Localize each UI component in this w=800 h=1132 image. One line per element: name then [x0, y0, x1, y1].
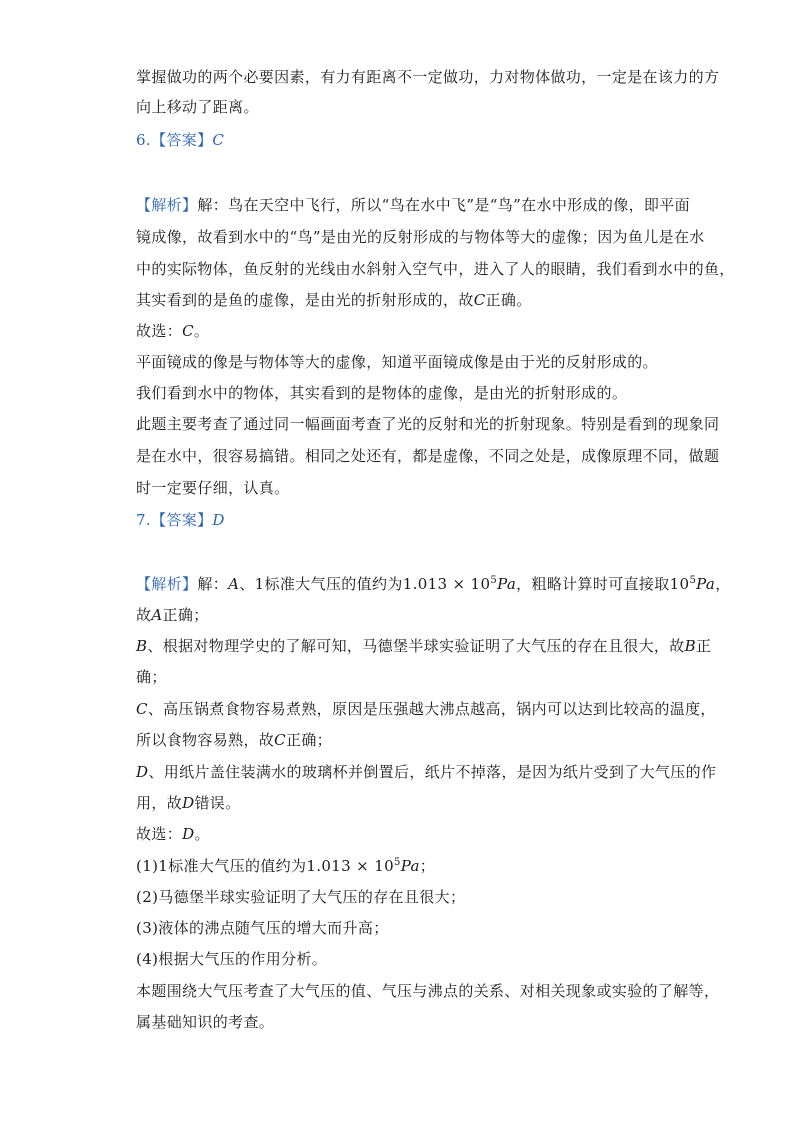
text-line: 是在水中，很容易搞错。相同之处还有，都是虚像，不同之处是，成像原理不同，做题	[136, 447, 720, 465]
text-line: 本题围绕大气压考查了大气压的值、气压与沸点的关系、对相关现象或实验的了解等，	[136, 982, 720, 1000]
pressure-value: $1.013 \times 10^5Pa$	[402, 575, 517, 593]
analysis-tag: 【解析】	[136, 575, 198, 593]
q6-analysis-line	[136, 289, 676, 311]
punctuation: 。	[194, 825, 210, 843]
q7-answer	[136, 509, 676, 531]
q7-analysis-line	[136, 729, 676, 751]
text-line: 平面镜成的像是与物体等大的虚像，知道平面镜成像是由于光的反射形成的。	[136, 353, 658, 371]
choice-label: 故选：	[136, 825, 183, 843]
text-line: 向上移动了距离。	[136, 98, 259, 116]
analysis-text: 其实看到的是鱼的虚像，是由光的折射形成的，故	[136, 291, 474, 309]
option-letter: A	[228, 575, 240, 593]
q7-number: 7.	[136, 511, 152, 529]
option-letter: D	[136, 763, 149, 781]
analysis-text: 所以食物容易熟，故	[136, 731, 275, 749]
q6-number: 6.	[136, 131, 152, 149]
summary-text: (1)1标准大气压的值约为	[136, 857, 307, 875]
choice-letter: C	[182, 322, 194, 340]
option-letter: C	[136, 700, 148, 718]
choice-letter: D	[182, 825, 195, 843]
q7-analysis-line	[136, 573, 731, 595]
analysis-text: ，粗略计算时可直接取	[516, 575, 670, 593]
text-line: 镜成像，故看到水中的“鸟”是由光的反射形成的与物体等大的虚像；因为鱼儿是在水	[136, 228, 705, 246]
analysis-text: 解：鸟在天空中飞行，所以“鸟在水中飞”是“鸟”在水中形成的像，即平面	[197, 196, 690, 214]
q7-analysis-line	[136, 635, 712, 657]
text-line: 中的实际物体，鱼反射的光线由水斜射入空气中，进入了人的眼睛，我们看到水中的鱼，	[136, 260, 735, 278]
option-letter: B	[684, 637, 697, 655]
q6-answer	[136, 129, 676, 151]
punctuation: ，	[715, 575, 731, 593]
q7-choice	[136, 823, 676, 845]
analysis-text: 用，故	[136, 794, 183, 812]
answer-tag: 【答案】	[151, 511, 213, 529]
analysis-text: 解：	[197, 575, 229, 593]
analysis-text: 、用纸片盖住装满水的玻璃杯并倒置后，纸片不掉落，是因为纸片受到了大气压的作	[148, 763, 717, 781]
text-line: 时一定要仔细，认真。	[136, 479, 290, 497]
q6-choice	[136, 320, 676, 342]
text-line: 属基础知识的考查。	[136, 1013, 275, 1031]
analysis-text: 、1标准大气压的值约为	[239, 575, 403, 593]
choice-label: 故选：	[136, 322, 183, 340]
analysis-text: 正	[696, 637, 712, 655]
text-line: 确；	[136, 668, 167, 686]
analysis-text: 故	[136, 606, 152, 624]
text-line: 此题主要考查了通过同一幅画面考查了光的反射和光的折射现象。特别是看到的现象同	[136, 415, 720, 433]
answer-tag: 【答案】	[151, 131, 213, 149]
q7-analysis-line	[136, 761, 717, 783]
answer-letter: D	[212, 511, 225, 529]
option-letter: C	[274, 731, 286, 749]
punctuation: ；	[419, 857, 436, 875]
q6-analysis-line	[136, 194, 690, 216]
text-line: 我们看到水中的物体，其实看到的是物体的虚像，是由光的折射形成的。	[136, 384, 628, 402]
q7-analysis-line	[136, 698, 716, 720]
analysis-text: 正确；	[162, 606, 209, 624]
option-letter: A	[151, 606, 163, 624]
text-line: (2)马德堡半球实验证明了大气压的存在且很大；	[136, 888, 466, 906]
text-line: (3)液体的沸点随气压的增大而升高；	[136, 919, 389, 937]
pressure-approx: $10^5Pa$	[669, 575, 716, 593]
q7-analysis-line	[136, 792, 676, 814]
text-line: (4)根据大气压的作用分析。	[136, 950, 328, 968]
analysis-text: 、高压锅煮食物容易煮熟，原因是压强越大沸点越高，锅内可以达到比较高的温度，	[147, 700, 716, 718]
q7-summary-1	[136, 855, 676, 877]
text-line: 掌握做功的两个必要因素，有力有距离不一定做功，力对物体做功，一定是在该力的方	[136, 68, 720, 86]
analysis-text: 、根据对物理学史的了解可知，马德堡半球实验证明了大气压的存在且很大，故	[147, 637, 685, 655]
pressure-value: $1.013 \times 10^5Pa$	[306, 857, 420, 875]
answer-letter: C	[212, 131, 225, 149]
option-letter: C	[473, 291, 486, 309]
option-letter: D	[182, 794, 195, 812]
analysis-text: 正确；	[285, 731, 333, 749]
q7-analysis-line	[136, 604, 676, 626]
punctuation: 。	[193, 322, 210, 340]
analysis-text: 错误。	[194, 794, 241, 812]
analysis-tag: 【解析】	[136, 196, 198, 214]
analysis-text: 正确。	[485, 291, 532, 309]
option-letter: B	[136, 637, 148, 655]
